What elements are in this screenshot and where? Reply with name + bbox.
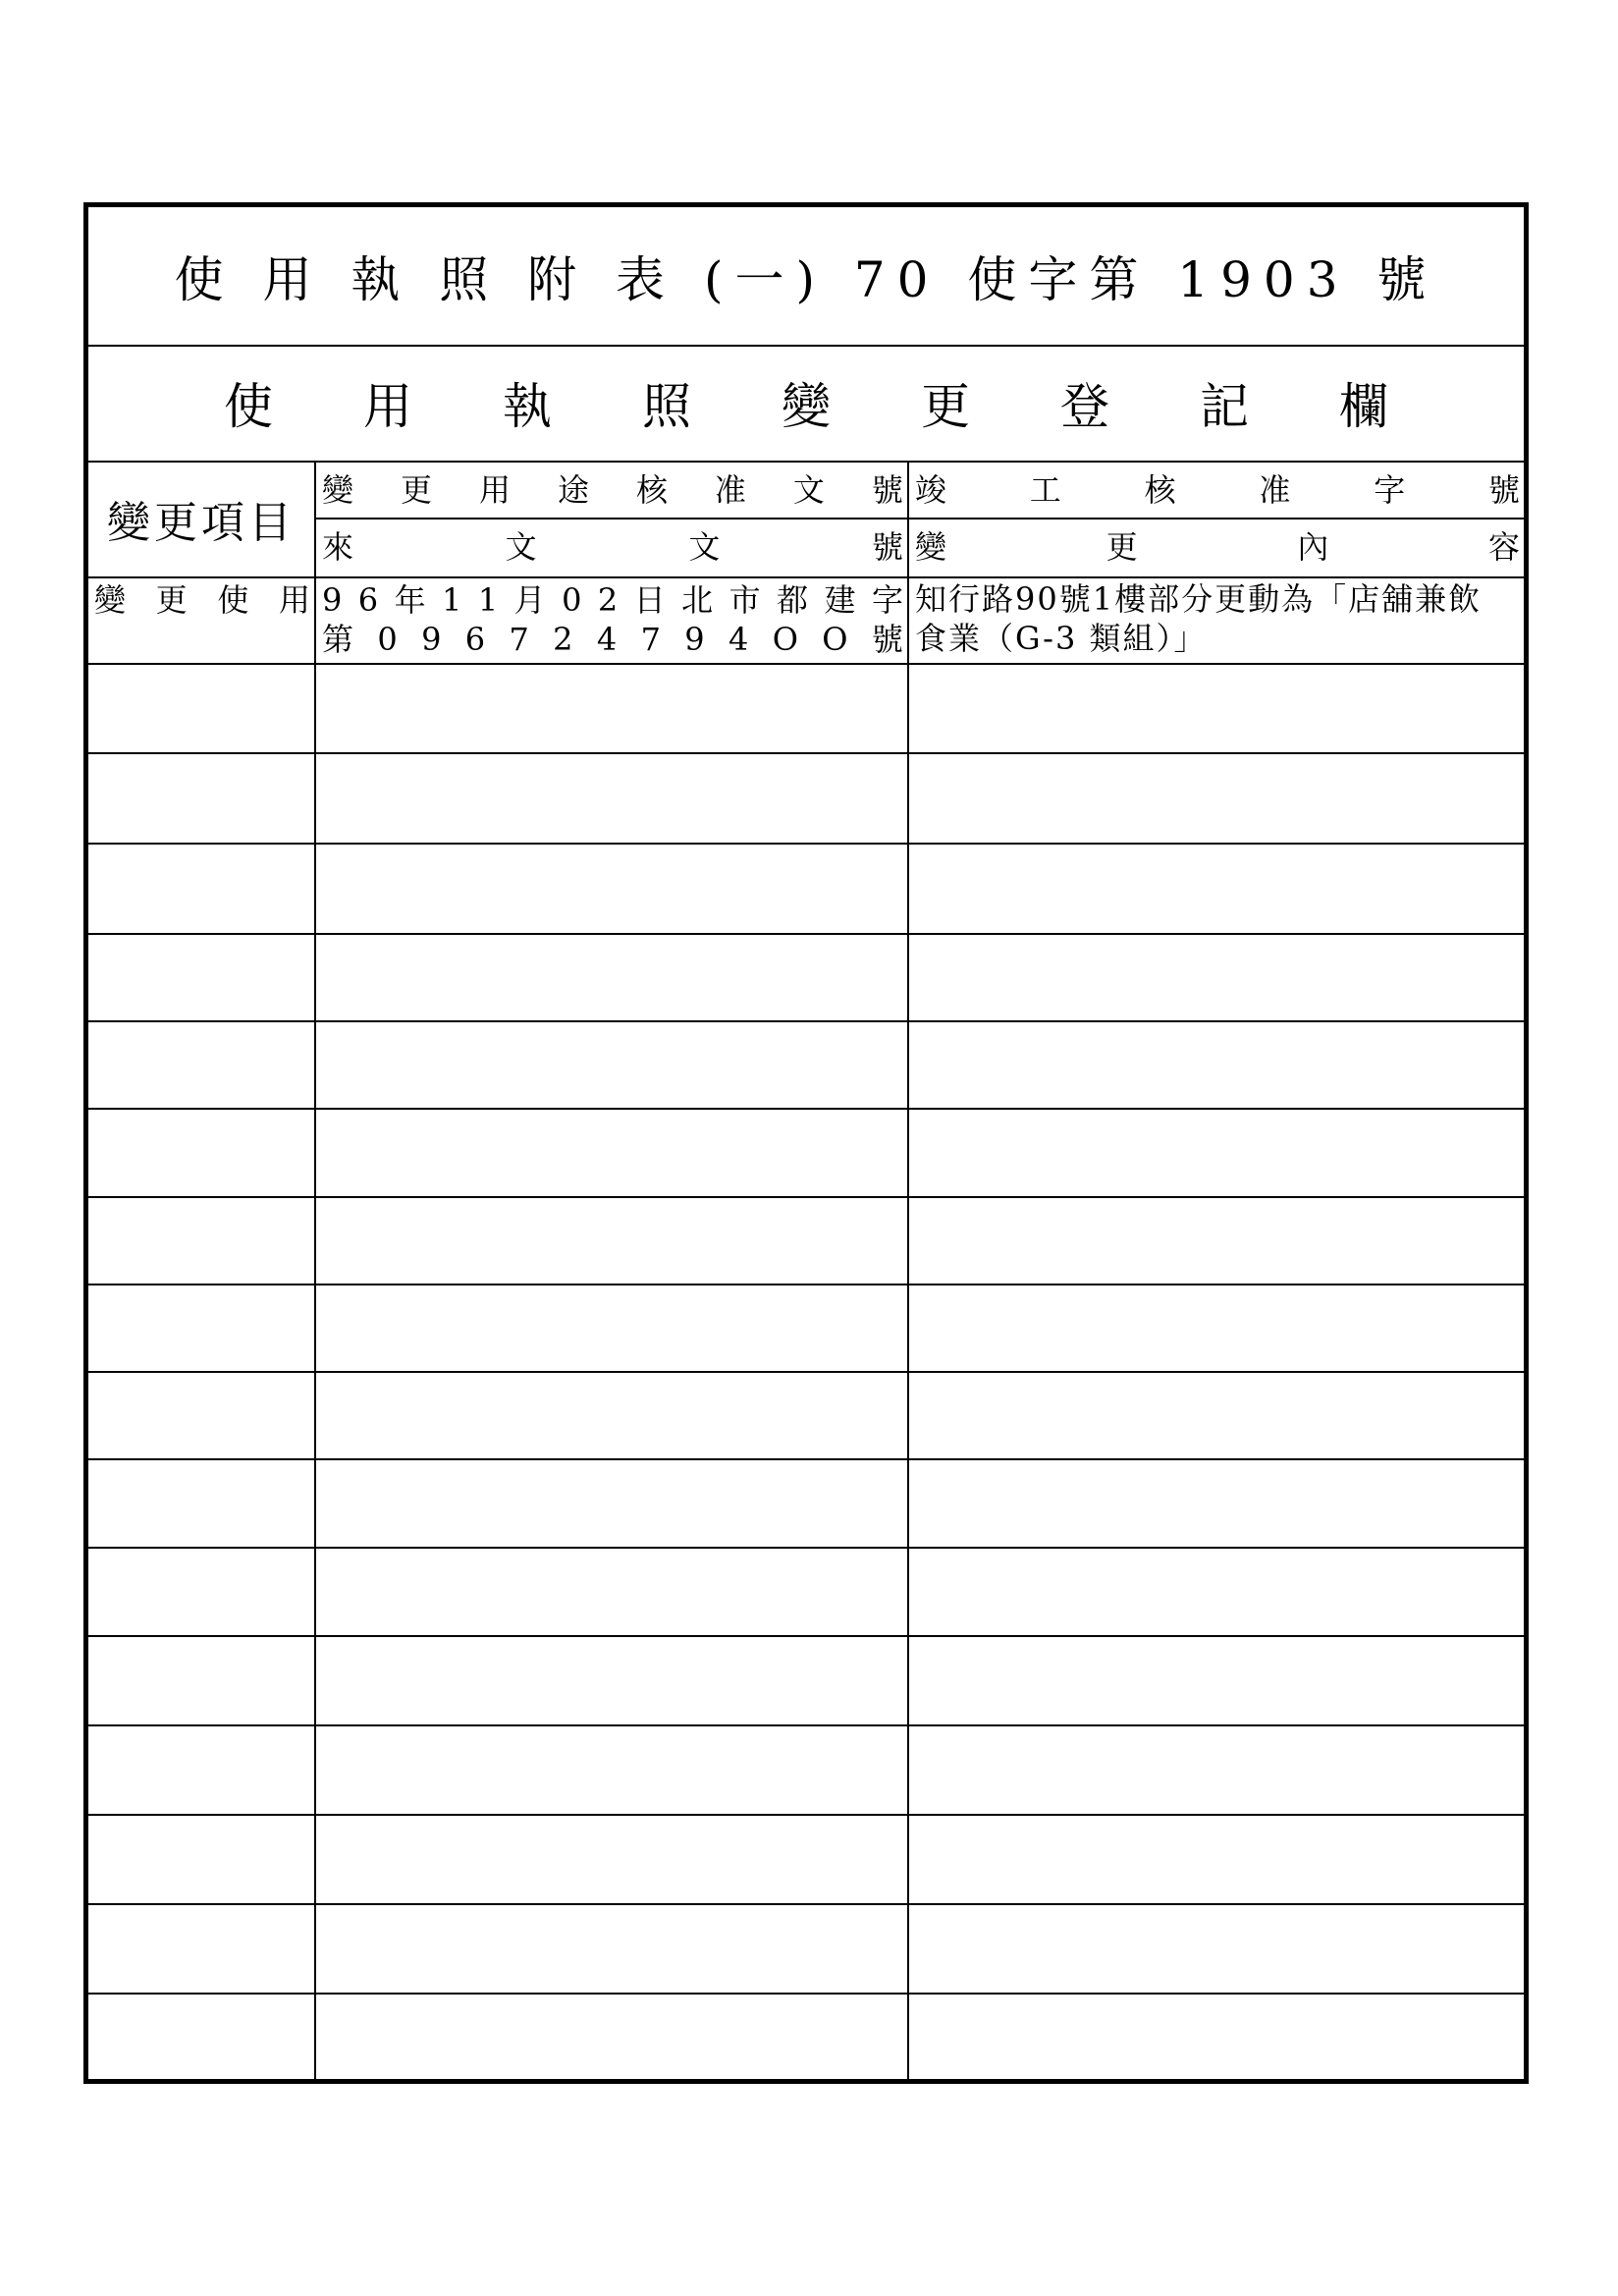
- glyph: 0: [377, 621, 398, 658]
- glyph: 變: [915, 528, 947, 566]
- glyph: 核: [635, 471, 668, 509]
- glyph: 4: [728, 621, 749, 658]
- glyph: 9: [322, 581, 343, 619]
- glyph: 用: [478, 471, 511, 509]
- entry-doc-line2: [316, 618, 907, 661]
- license-form-frame: [83, 202, 1529, 2084]
- glyph: 7: [509, 621, 529, 658]
- glyph: 文: [505, 528, 537, 566]
- entry-content-line1: 知行路90號1樓部分更動為「店舖兼飲: [915, 580, 1483, 618]
- row-divider: [88, 843, 1524, 845]
- row-divider: [88, 1108, 1524, 1110]
- column-divider: [907, 461, 909, 2079]
- row-divider: [88, 933, 1524, 935]
- row-divider: [88, 1458, 1524, 1460]
- glyph: 4: [596, 621, 618, 658]
- page-title: 使 用 執 照 附 表 (一) 70 使字第 1903 號: [174, 251, 1438, 308]
- glyph: 都: [777, 581, 809, 619]
- glyph: 1: [442, 581, 462, 619]
- glyph: 6: [464, 621, 486, 658]
- glyph: 更: [400, 471, 432, 509]
- row-divider: [88, 1020, 1524, 1022]
- row-divider: [88, 576, 1524, 578]
- entry-doc-line1: [316, 578, 907, 622]
- row-divider: [88, 1547, 1524, 1549]
- glyph: 2: [553, 621, 573, 658]
- glyph: 9: [421, 621, 442, 658]
- glyph: O: [772, 621, 798, 658]
- entry-content-line2: 食業（G-3 類組）」: [915, 620, 1208, 657]
- glyph: 日: [633, 581, 666, 619]
- row-divider: [88, 1635, 1524, 1637]
- header-item-column: [88, 461, 314, 576]
- glyph: 工: [1029, 471, 1061, 509]
- glyph: 號: [871, 621, 903, 658]
- glyph: 更: [1106, 528, 1138, 566]
- glyph: 2: [597, 581, 619, 619]
- glyph: 途: [557, 471, 589, 509]
- glyph: 市: [728, 581, 761, 619]
- row-divider: [314, 518, 1524, 519]
- subtitle-row: [88, 345, 1524, 463]
- glyph: 月: [513, 581, 546, 619]
- glyph: 來: [322, 528, 354, 566]
- glyph: 更: [155, 581, 188, 619]
- glyph: 北: [681, 581, 714, 619]
- glyph: 第: [322, 621, 354, 658]
- title-row: [88, 207, 1524, 347]
- header-item-label: 變更項目: [107, 498, 296, 548]
- glyph: 1: [477, 581, 499, 619]
- entry-item: [88, 578, 314, 622]
- glyph: 文: [688, 528, 721, 566]
- glyph: 6: [357, 581, 379, 619]
- change-register-table: [88, 461, 1524, 2079]
- header-change-content: [909, 519, 1524, 574]
- glyph: 字: [871, 581, 903, 619]
- glyph: 9: [684, 621, 705, 658]
- row-divider: [88, 663, 1524, 665]
- glyph: 准: [1259, 471, 1291, 509]
- row-divider: [88, 1371, 1524, 1373]
- row-divider: [88, 1724, 1524, 1726]
- glyph: 核: [1144, 471, 1176, 509]
- glyph: 年: [394, 581, 426, 619]
- glyph: 變: [322, 471, 354, 509]
- glyph: O: [822, 621, 848, 658]
- glyph: 號: [871, 471, 903, 509]
- glyph: 容: [1487, 528, 1520, 566]
- column-divider: [314, 461, 316, 2079]
- header-incoming-doc-no: [316, 519, 907, 574]
- glyph: 7: [640, 621, 661, 658]
- glyph: 建: [824, 581, 856, 619]
- glyph: 0: [562, 581, 582, 619]
- glyph: 准: [714, 471, 746, 509]
- glyph: 號: [871, 528, 903, 566]
- glyph: 使: [217, 581, 249, 619]
- header-approval-doc-no: [316, 463, 907, 518]
- header-completion-no: [909, 463, 1524, 518]
- glyph: 字: [1374, 471, 1406, 509]
- row-divider: [88, 1814, 1524, 1816]
- glyph: 內: [1297, 528, 1329, 566]
- glyph: 變: [94, 581, 127, 619]
- row-divider: [88, 1284, 1524, 1285]
- glyph: 文: [792, 471, 825, 509]
- glyph: 用: [278, 581, 310, 619]
- row-divider: [88, 1196, 1524, 1198]
- glyph: 號: [1487, 471, 1520, 509]
- row-divider: [88, 1993, 1524, 1995]
- page-subtitle: 使用執照變更登記欄: [224, 378, 1479, 435]
- row-divider: [88, 752, 1524, 754]
- glyph: 竣: [915, 471, 947, 509]
- row-divider: [88, 1903, 1524, 1905]
